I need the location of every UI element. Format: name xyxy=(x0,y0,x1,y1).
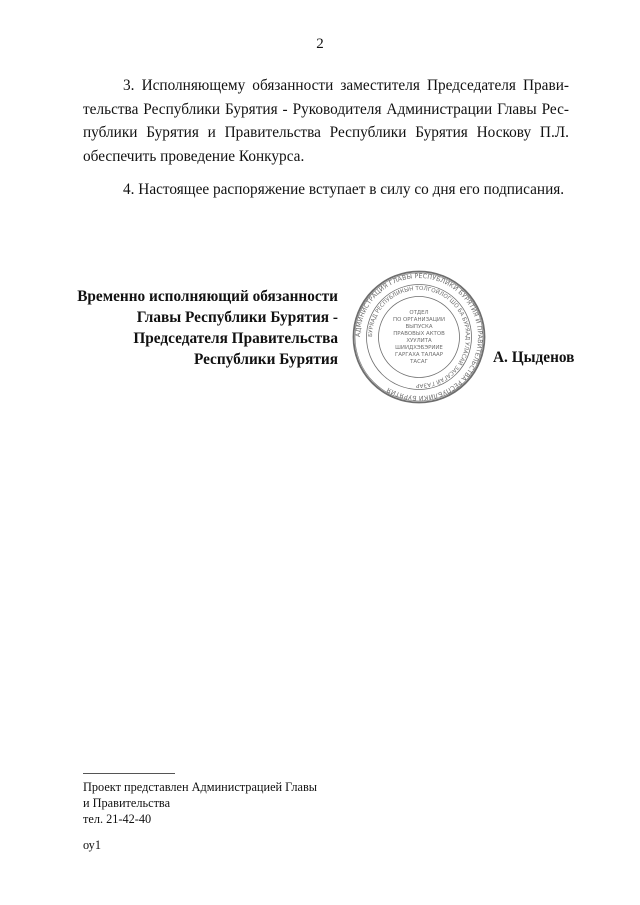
footnote xyxy=(83,779,317,827)
seal-outer-text xyxy=(355,273,483,401)
footnote-line: тел. 21-42-40 xyxy=(83,812,152,826)
seal-center-line: ВЫПУСКА xyxy=(405,324,433,330)
signer-title-line: Республики Бурятия xyxy=(193,351,338,368)
seal-outer-text-path: АДМИНИСТРАЦИЯ ГЛАВЫ РЕСПУБЛИКИ БУРЯТИЯ И ПРАВИТЕЛЬСТВА РЕСПУБЛИКИ БУРЯТИЯ xyxy=(354,272,484,402)
document-code: оу1 xyxy=(83,838,101,852)
signer-title-line: Временно исполняющий обязанности xyxy=(77,288,338,305)
signer-name: А. Цыденов xyxy=(493,349,575,366)
footnote-divider xyxy=(83,773,175,774)
seal-center-line: ТАСАГ xyxy=(410,359,428,365)
seal-center-line: ХУУЛИТА xyxy=(406,338,432,344)
seal-center-text xyxy=(393,310,445,365)
seal-center-line: ПРАВОВЫХ АКТОВ xyxy=(393,331,445,337)
paragraph-4: 4. Настоящее распоряжение вступает в силу со дня его подписания. xyxy=(123,181,565,198)
seal-inner-text-path: БУРЯАД РЕСПУБЛИКЫН ТОЛГОЙЛОГШО БА БУРЯАД УЛАСАЙ ЗАСАГАЙ ГАЗАР xyxy=(367,285,471,389)
page-number: 2 xyxy=(316,36,324,52)
paragraph-3: 3. Исполняющему обязанности заместителя Председателя Правительства Республики Бурятия - Руководителя Администрации Главы Республики Бурятия и Правительства Республики Бурятия Носкову П.Л. обеспечить проведение Конкурса. xyxy=(83,77,569,165)
footnote-line: и Правительства xyxy=(83,796,171,810)
seal-center-line: ОТДЕЛ xyxy=(409,310,429,316)
seal-center-line: ГАРГАХА ТАЛААР xyxy=(395,352,443,358)
seal-center-line: ПО ОРГАНИЗАЦИИ xyxy=(393,317,445,323)
official-seal xyxy=(352,270,486,404)
signer-title-line: Главы Республики Бурятия - xyxy=(136,309,338,326)
signer-title xyxy=(70,286,338,370)
footnote-line: Проект представлен Администрацией Главы xyxy=(83,780,318,794)
signer-title-line: Председателя Правительства xyxy=(133,330,338,347)
seal-center-line: ШИИДХЭБЭРИИЕ xyxy=(395,345,443,351)
